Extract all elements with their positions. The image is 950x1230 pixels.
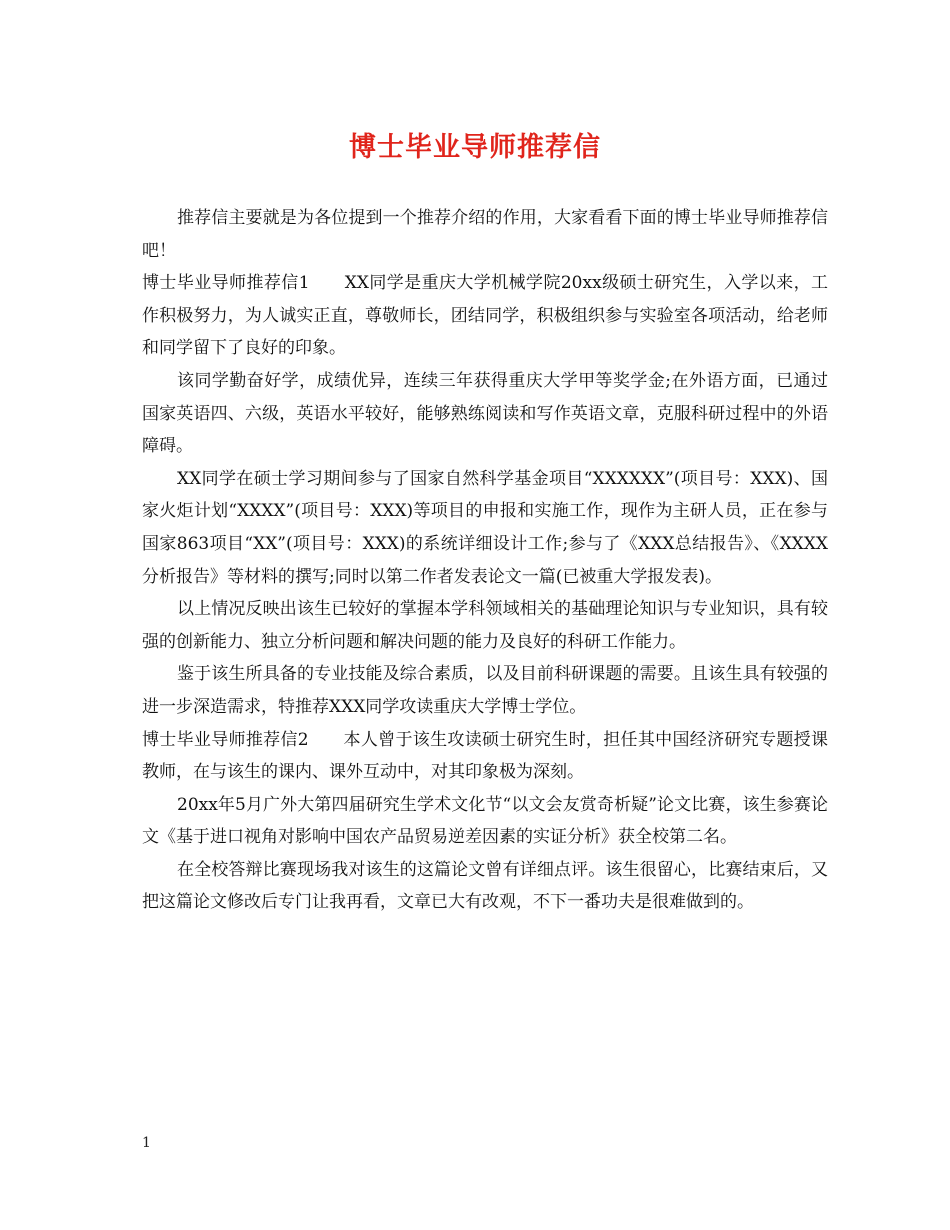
document-body: [142, 202, 828, 919]
paragraph-letter-1-opening: 博士毕业导师推荐信1 XX同学是重庆大学机械学院20xx级硕士研究生，入学以来，工作积极努力，为人诚实正直，尊敬师长，团结同学，积极组织参与实验室各项活动，给老师和同学留下了良好的印象。: [142, 273, 828, 359]
paragraph-letter-2-opening: 博士毕业导师推荐信2 本人曾于该生攻读硕士研究生时，担任其中国经济研究专题授课教师，在与该生的课内、课外互动中，对其印象极为深刻。: [142, 729, 828, 783]
paragraph-letter-2-award: 20xx年5月广外大第四届研究生学术文化节“以文会友赏奇析疑”论文比赛，该生参赛论文《基于进口视角对影响中国农产品贸易逆差因素的实证分析》获全校第二名。: [142, 794, 828, 848]
paragraph-letter-1-recommendation: 鉴于该生所具备的专业技能及综合素质，以及目前科研课题的需要。且该生具有较强的进一步深造需求，特推荐XXX同学攻读重庆大学博士学位。: [142, 664, 828, 717]
paragraph-letter-1-assessment: 以上情况反映出该生已较好的掌握本学科领域相关的基础理论知识与专业知识，具有较强的创新能力、独立分析问题和解决问题的能力及良好的科研工作能力。: [142, 599, 828, 652]
page-number: 1: [142, 1135, 151, 1151]
document-title: 博士毕业导师推荐信: [349, 132, 601, 163]
paragraph-letter-1-studies: 该同学勤奋好学，成绩优异，连续三年获得重庆大学甲等奖学金;在外语方面，已通过国家英语四、六级，英语水平较好，能够熟练阅读和写作英语文章，克服科研过程中的外语障碍。: [142, 370, 828, 457]
paragraph-letter-1-projects: XX同学在硕士学习期间参与了国家自然科学基金项目“XXXXXX”(项目号：XXX)、国家火炬计划“XXXX”(项目号：XXX)等项目的申报和实施工作，现作为主研人员，正在参与国家863项目“XX”(项目号：XXX)的系统详细设计工作;参与了《XXX总结报告》、《XXXX分析报告》等材料的撰写;同时以第二作者发表论文一篇(已被重大学报发表)。: [142, 468, 828, 587]
paragraph-letter-2-defense: 在全校答辩比赛现场我对该生的这篇论文曾有详细点评。该生很留心，比赛结束后，又把这篇论文修改后专门让我再看，文章已大有改观，不下一番功夫是很难做到的。: [142, 859, 828, 913]
paragraph-intro: 推荐信主要就是为各位提到一个推荐介绍的作用，大家看看下面的博士毕业导师推荐信吧！: [142, 208, 828, 261]
